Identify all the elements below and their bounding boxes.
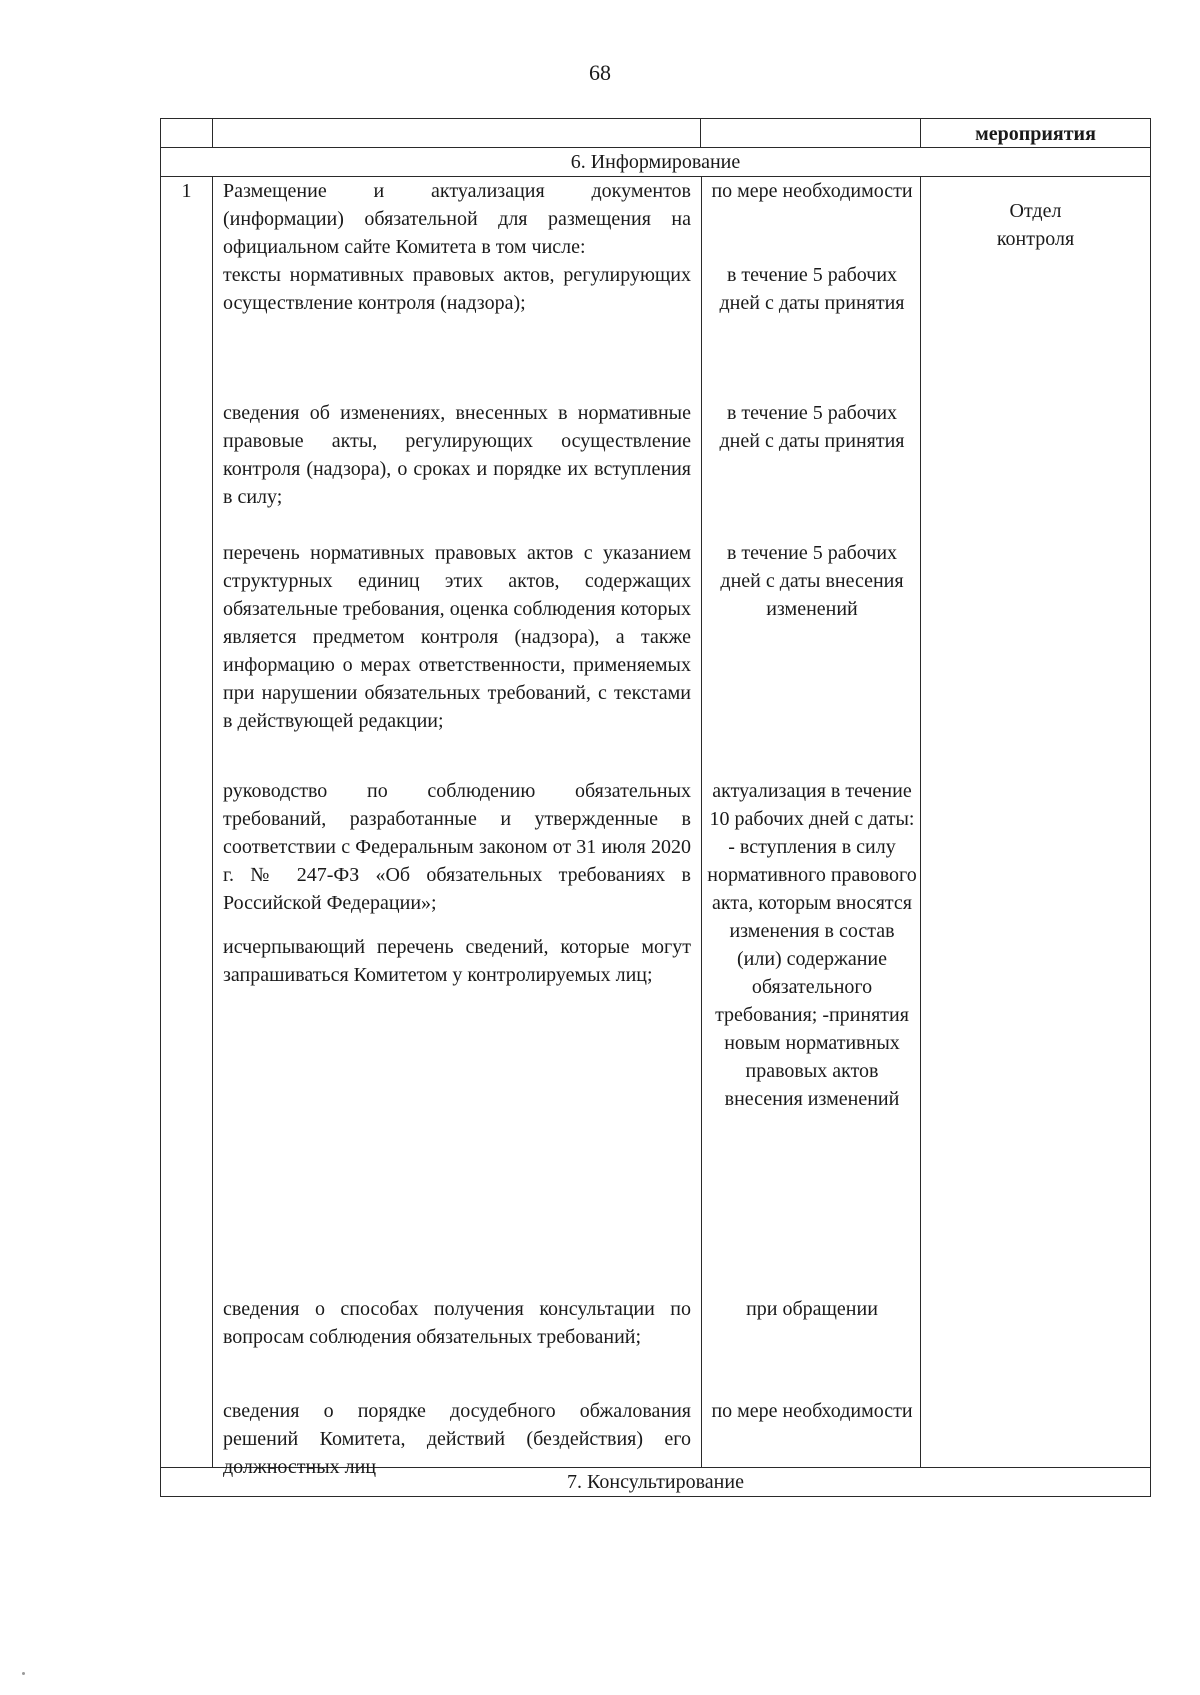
header-number-cell [161,119,213,148]
row-items-cell [213,177,921,1478]
header-term-cell [701,119,921,148]
table-row [161,177,1151,1468]
column-divider [701,177,702,1467]
item-desc-7: сведения о порядке досудебного обжалования решений Комитета, действий (бездействия) его должностных лиц [223,1400,691,1478]
section-6-title: 6. Информирование [161,148,1151,177]
section-6-row [161,148,1151,177]
items-area [213,177,920,1478]
item-term-7: по мере необходимости [711,1400,913,1422]
item-desc-4: перечень нормативных правовых актов с указанием структурных единиц этих актов, содержащих обязательные требования, оценка соблюдения которых является предметом контроля (надзора), а также информацию о мерах ответственности, применяемых при нарушении обязательных требований, с текстами в действующей редакции; [223,542,691,732]
responsible-text: Отдел контроля [996,200,1075,250]
page-number: 68 [589,60,611,85]
item-desc-5: руководство по соблюдению обязательных требований, разработанные и утвержденные в соответствии с Федеральным законом от 31 июля 2020 г. № 247-ФЗ «Об обязательных требованиях в Российской Федерации»; [223,780,691,914]
item-desc-1: Размещение и актуализация документов (информации) обязательной для размещения на официальном сайте Комитета в том числе: [223,180,691,258]
item-term-1: по мере необходимости [711,180,913,202]
section-7-title: 7. Консультирование [161,1468,1151,1497]
table-header-continuation-row [161,119,1151,148]
item-term-3: в течение 5 рабочих дней с даты принятия [719,402,905,452]
item-term-5: актуализация в течение 10 рабочих дней с даты: - вступления в силу нормативного правового акта, которым вносятся изменения в состав (или) содержание обязательного требования; -принятия новым нормативных правовых актов внесения изменений [707,780,917,1110]
plan-table [160,118,1151,1497]
item-desc-2: тексты нормативных правовых актов, регулирующих осуществление контроля (надзора); [223,264,691,314]
header-description-cell [213,119,701,148]
item-term-6: при обращении [746,1298,878,1320]
item-desc-6: сведения о способах получения консультации по вопросам соблюдения обязательных требований; [223,1298,691,1348]
header-responsible-cell: мероприятия [921,119,1151,148]
responsible-cell [921,177,1151,1468]
item-term-4: в течение 5 рабочих дней с даты внесения изменений [720,542,904,620]
item-desc-5b: исчерпывающий перечень сведений, которые могут запрашиваться Комитетом у контролируемых лиц; [223,936,691,986]
row-number: 1 [161,177,213,1468]
scan-speck [22,1672,25,1675]
item-desc-3: сведения об изменениях, внесенных в нормативные правовые акты, регулирующих осуществление контроля (надзора), о сроках и порядке их вступления в силу; [223,402,691,508]
item-term-2: в течение 5 рабочих дней с даты принятия [719,264,905,314]
